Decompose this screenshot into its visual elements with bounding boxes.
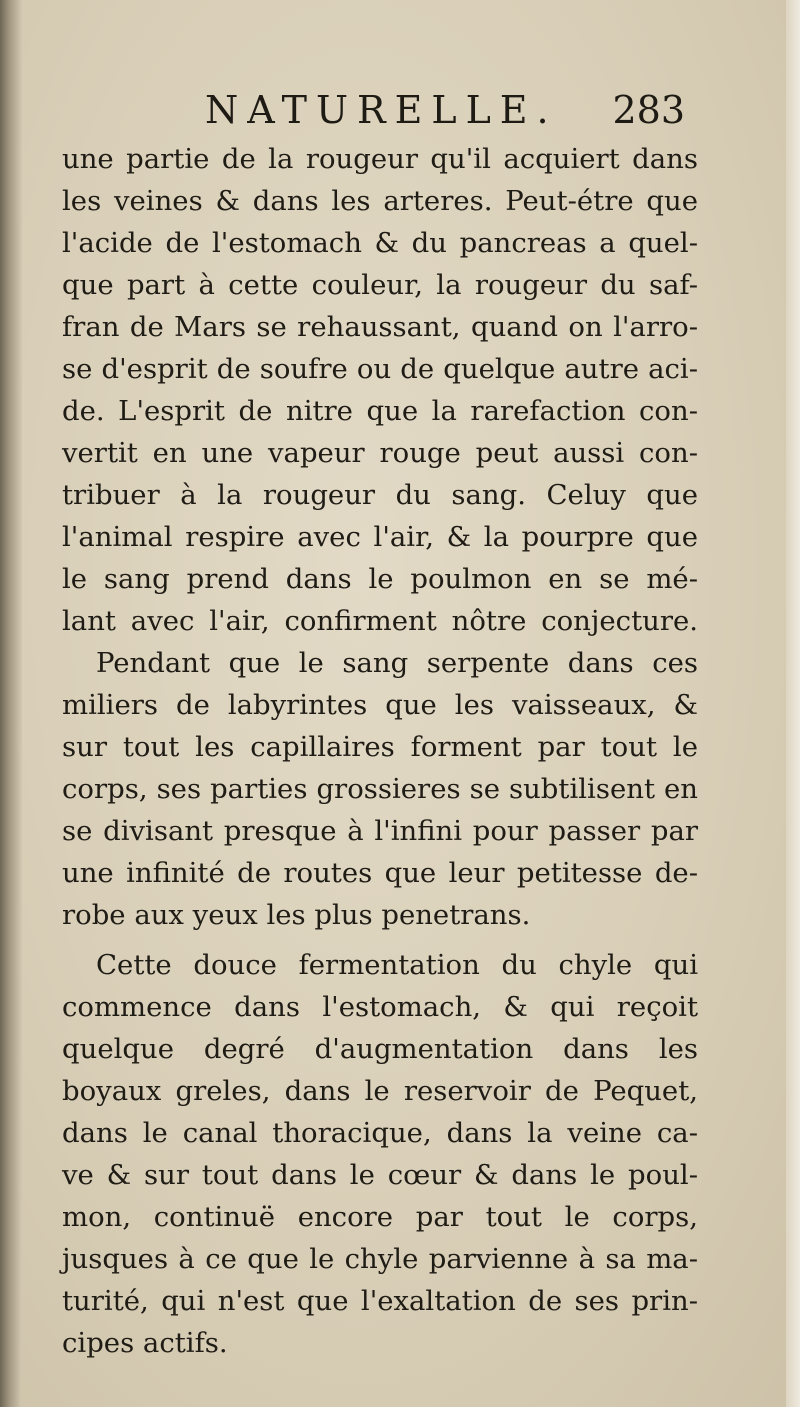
text-line: se divisant presque à l'infini pour passer par	[62, 815, 698, 847]
paragraph	[62, 138, 698, 642]
text-line: l'acide de l'estomach & du pancreas a quel-	[62, 227, 698, 259]
body-text	[62, 138, 698, 1364]
page-edge	[786, 0, 800, 1407]
text-line: lant avec l'air, confirment nôtre conjecture.	[62, 605, 698, 637]
paragraph	[62, 944, 698, 1364]
text-line: les veines & dans les arteres. Peut-étre que	[62, 185, 698, 217]
text-line: sur tout les capillaires forment par tout le	[62, 731, 698, 763]
text-line: jusques à ce que le chyle parvienne à sa ma-	[62, 1243, 698, 1275]
text-line: Cette douce fermentation du chyle qui	[96, 949, 698, 981]
paragraph	[62, 642, 698, 936]
text-line: de. L'esprit de nitre que la rarefaction con-	[62, 395, 698, 427]
text-line: dans le canal thoracique, dans la veine ca-	[62, 1117, 698, 1149]
text-line: que part à cette couleur, la rougeur du saf-	[62, 269, 698, 301]
text-line: corps, ses parties grossieres se subtilisent en	[62, 773, 698, 805]
text-line: miliers de labyrintes que les vaisseaux, &	[62, 689, 698, 721]
binding-edge	[0, 0, 22, 1407]
text-line: fran de Mars se rehaussant, quand on l'arro-	[62, 311, 698, 343]
text-line: le sang prend dans le poulmon en se mé-	[62, 563, 698, 595]
text-line: quelque degré d'augmentation dans les	[62, 1033, 698, 1065]
text-line: boyaux greles, dans le reservoir de Pequet,	[62, 1075, 698, 1107]
text-line: une partie de la rougeur qu'il acquiert dans	[62, 143, 698, 175]
text-line: Pendant que le sang serpente dans ces	[96, 647, 698, 679]
text-line: tribuer à la rougeur du sang. Celuy que	[62, 479, 698, 511]
text-line: vertit en une vapeur rouge peut aussi con-	[62, 437, 698, 469]
text-line: ve & sur tout dans le cœur & dans le poul-	[62, 1159, 698, 1191]
text-line: l'animal respire avec l'air, & la pourpre que	[62, 521, 698, 553]
text-line: commence dans l'estomach, & qui reçoit	[62, 991, 698, 1023]
paragraph-gap	[62, 936, 698, 944]
running-head: NATURELLE.	[205, 88, 558, 132]
page-header	[205, 88, 685, 142]
text-line: robe aux yeux les plus penetrans.	[62, 899, 531, 931]
text-line: se d'esprit de soufre ou de quelque autre aci-	[62, 353, 698, 385]
text-line: une infinité de routes que leur petitesse de-	[62, 857, 698, 889]
page-number: 283	[612, 88, 685, 132]
text-line: mon, continuë encore par tout le corps,	[62, 1201, 698, 1233]
text-line: turité, qui n'est que l'exaltation de ses prin-	[62, 1285, 698, 1317]
text-line: cipes actifs.	[62, 1327, 228, 1359]
